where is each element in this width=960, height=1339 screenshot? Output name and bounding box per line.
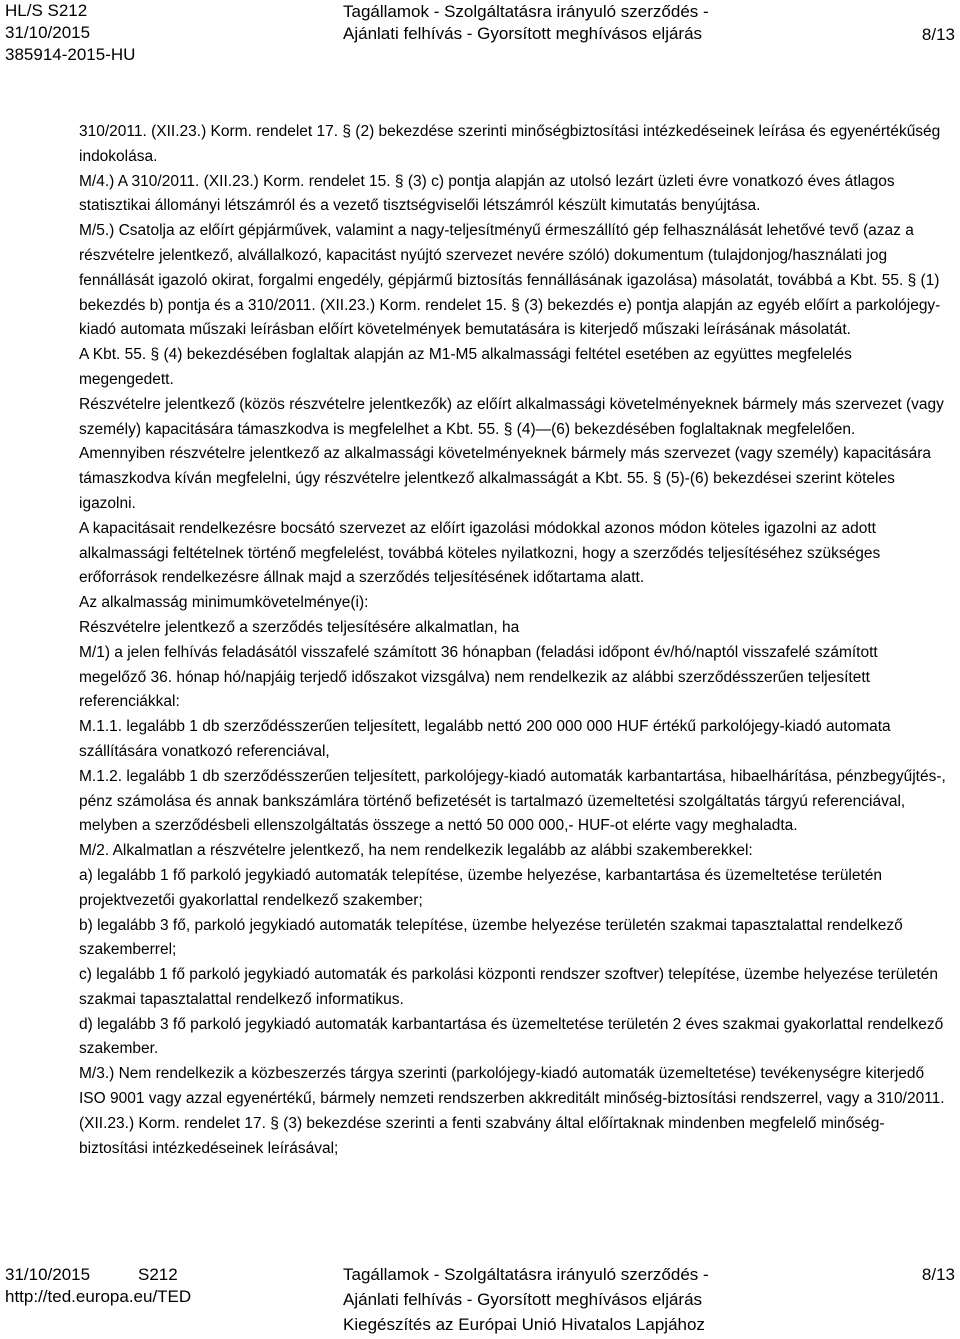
header-code: HL/S S212 xyxy=(5,1,88,20)
paragraph: 310/2011. (XII.23.) Korm. rendelet 17. § (2) bekezdése szerinti minőségbiztosítási intézkedéseinek leírása és egyenértékűség indokolása. xyxy=(79,123,941,165)
paragraph: M.1.2. legalább 1 db szerződésszerűen teljesített, parkolójegy-kiadó automaták karbantartása, hibaelhárítása, pénzbegyűjtés-, pénz számolása és annak bankszámlára történő befizetését is tartalmazó üzemeltetési szolgáltatás tárgyú referenciával, melyben a szerződésbeli ellenszolgáltatás összege a nettó 50 000 000,- HUF-ot elérte vagy meghaladta. xyxy=(79,767,946,835)
header-title-line1: Tagállamok - Szolgáltatásra irányuló szerződés - xyxy=(343,2,709,21)
paragraph: Részvételre jelentkező a szerződés teljesítésére alkalmatlan, ha xyxy=(79,618,520,636)
header-page-number: 8/13 xyxy=(921,25,955,44)
paragraph: a) legalább 1 fő parkoló jegykiadó automaták telepítése, üzembe helyezése, karbantartása és üzemeltetése területén projektvezetői gyakorlattal rendelkező szakember; xyxy=(79,866,883,909)
paragraph: M/4.) A 310/2011. (XII.23.) Korm. rendelet 15. § (3) c) pontja alapján az utolsó lezárt üzleti évre vonatkozó éves átlagos statisztikai állományi létszámról és a vezető tisztségviselői létszámról készült kimutatás benyújtása. xyxy=(79,172,895,215)
footer-date: 31/10/2015 xyxy=(5,1265,91,1284)
header-notice-id: 385914-2015-HU xyxy=(5,45,136,64)
paragraph: M/3.) Nem rendelkezik a közbeszerzés tárgya szerinti (parkolójegy-kiadó automaták üzemeltetése) tevékenységre kiterjedő ISO 9001 vagy azzal egyenértékű, bármely nemzeti rendszerben akkreditált minőség-biztosítási rendszerrel, vagy a 310/2011. (XII.23.) Korm. rendelet 17. § (3) bekezdése szerinti a fenti szabvány által előírtaknak mindenben megfelelő minőség-biztosítási intézkedéseinek leírásával; xyxy=(79,1065,945,1157)
header-date: 31/10/2015 xyxy=(5,23,91,42)
paragraph: A Kbt. 55. § (4) bekezdésében foglaltak alapján az M1-M5 alkalmassági feltétel esetében az együttes megfelelés megengedett. xyxy=(79,346,852,388)
paragraph: M/1) a jelen felhívás feladásától visszafelé számított 36 hónapban (feladási időpont év/hó/naptól visszafelé számított megelőző 36. hónap hó/napjáig terjedő időszakot vizsgálva) nem rendelkezik az alábbi szerződésszerűen teljesített referenciákkal: xyxy=(79,643,878,711)
paragraph: Amennyiben részvételre jelentkező az alkalmassági követelményeknek bármely más szervezet (vagy személy) kapacitására támaszkodva kíván megfelelni, úgy részvételre jelentkező alkalmasságát a Kbt. 55. § (5)-(6) bekezdései szerint köteles igazolni. xyxy=(79,445,932,512)
paragraph: M/2. Alkalmatlan a részvételre jelentkező, ha nem rendelkezik legalább az alábbi szakemberekkel: xyxy=(79,842,753,860)
paragraph: b) legalább 3 fő, parkoló jegykiadó automaták telepítése, üzembe helyezése területén szakmai tapasztalattal rendelkező szakemberrel; xyxy=(79,916,903,959)
paragraph: A kapacitásait rendelkezésre bocsátó szervezet az előírt igazolási módokkal azonos módon köteles igazolni az adott alkalmassági feltételnek történő megfelelést, továbbá köteles nyilatkozni, hogy a szerződés teljesítéséhez szükséges erőforrások rendelkezésre állnak majd a szerződés teljesítésének időtartama alatt. xyxy=(79,519,881,587)
footer-title-line1: Tagállamok - Szolgáltatásra irányuló szerződés - xyxy=(343,1265,709,1284)
header-title-line2: Ajánlati felhívás - Gyorsított meghívásos eljárás xyxy=(343,24,703,43)
footer-left xyxy=(5,1264,191,1308)
footer-title xyxy=(343,1264,709,1339)
document-body xyxy=(79,120,949,1161)
paragraph: c) legalább 1 fő parkoló jegykiadó automaták és parkolási központi rendszer szoftver) telepítése, üzembe helyezése területén szakmai tapasztalattal rendelkező informatikus. xyxy=(79,966,939,1008)
paragraph: Részvételre jelentkező (közös részvételre jelentkezők) az előírt alkalmassági követelményeknek bármely más szervezet (vagy személy) kapacitására támaszkodva is megfelelhet a Kbt. 55. § (4)—(6) bekezdésében foglaltaknak megfelelően. xyxy=(79,395,944,438)
paragraph: M.1.1. legalább 1 db szerződésszerűen teljesített, legalább nettó 200 000 000 HUF értékű parkolójegy-kiadó automata szállítására vonatkozó referenciával, xyxy=(79,718,891,760)
header-title xyxy=(343,1,709,45)
footer-title-line3: Kiegészítés az Európai Unió Hivatalos Lapjához xyxy=(343,1315,705,1334)
paragraph: Az alkalmasság minimumkövetelménye(i): xyxy=(79,594,369,612)
footer-page-number: 8/13 xyxy=(921,1265,955,1284)
header-left xyxy=(5,0,135,66)
footer-code: S212 xyxy=(138,1265,178,1284)
footer-title-line2: Ajánlati felhívás - Gyorsított meghívásos eljárás xyxy=(343,1290,703,1309)
footer-ted-link[interactable]: http://ted.europa.eu/TED xyxy=(5,1287,192,1306)
paragraph: M/5.) Csatolja az előírt gépjárművek, valamint a nagy-teljesítményű érmeszállító gép felhasználását lehetővé tevő (azaz a részvételre jelentkező, alvállalkozó, kapacitást nyújtó szervezet nevére szóló) dokumentum (tulajdonjog/használati jog fennállását igazoló okirat, forgalmi engedély, gépjármű biztosítás fennállásának igazolása) másolatát, továbbá a Kbt. 55. § (1) bekezdés b) pontja és a 310/2011. (XII.23.) Korm. rendelet 15. § (3) bekezdés e) pontja alapján az egyéb előírt a parkolójegy-kiadó automata műszaki leírásban előírt követelmények bemutatására is kiterjedő műszaki leírásának másolatát. xyxy=(79,222,941,339)
paragraph: d) legalább 3 fő parkoló jegykiadó automaták karbantartása és üzemeltetése területén 2 éves szakmai gyakorlattal rendelkező szakember. xyxy=(79,1015,944,1058)
